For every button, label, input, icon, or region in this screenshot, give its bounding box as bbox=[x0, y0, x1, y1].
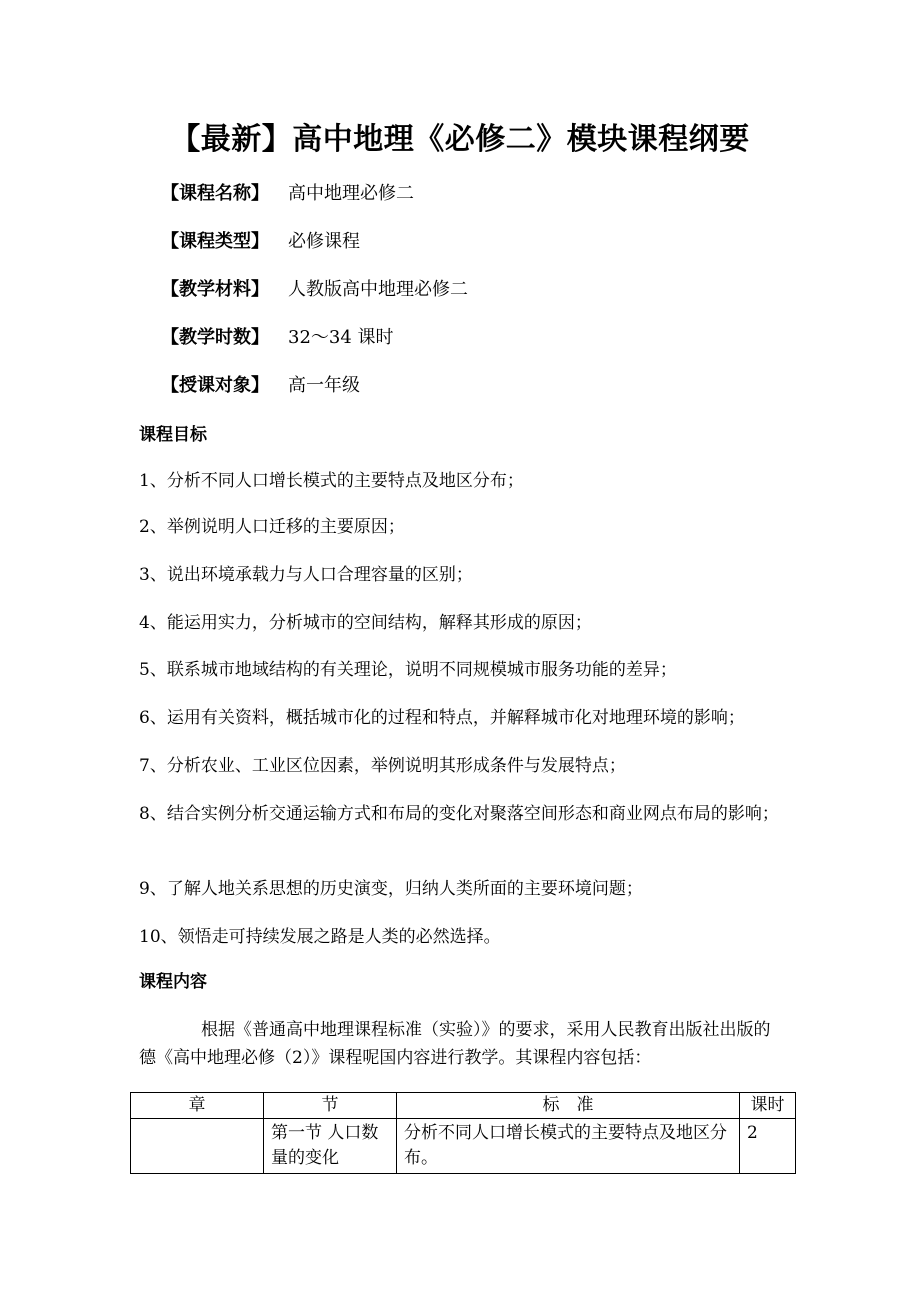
table-header-row bbox=[131, 1093, 796, 1119]
cell-standard: 分析不同人口增长模式的主要特点及地区分布。 bbox=[397, 1119, 740, 1174]
info-label: 【授课对象】 bbox=[161, 375, 269, 396]
goals-heading: 课程目标 bbox=[139, 425, 207, 445]
info-target-students bbox=[161, 373, 360, 399]
info-course-name bbox=[161, 181, 414, 207]
column-header-hours: 课时 bbox=[740, 1093, 796, 1119]
cell-section: 第一节 人口数量的变化 bbox=[264, 1119, 397, 1174]
info-label: 【课程名称】 bbox=[161, 183, 269, 204]
goal-item: 1、分析不同人口增长模式的主要特点及地区分布； bbox=[139, 471, 524, 491]
table-row bbox=[131, 1119, 796, 1174]
content-heading: 课程内容 bbox=[139, 972, 207, 992]
column-header-chapter: 章 bbox=[131, 1093, 264, 1119]
goal-item: 4、能运用实力，分析城市的空间结构，解释其形成的原因； bbox=[139, 613, 592, 633]
content-intro: 根据《普通高中地理课程标准（实验）》的要求，采用人民教育出版社出版的德《高中地理必修（2）》课程呢国内容进行教学。其课程内容包括： bbox=[139, 1020, 771, 1068]
goal-item: 8、结合实例分析交通运输方式和布局的变化对聚落空间形态和商业网点布局的影响； bbox=[139, 804, 779, 824]
info-label: 【教学材料】 bbox=[161, 279, 269, 300]
cell-chapter bbox=[131, 1119, 264, 1174]
column-header-section: 节 bbox=[264, 1093, 397, 1119]
info-label: 【课程类型】 bbox=[161, 231, 269, 252]
goal-item: 7、分析农业、工业区位因素，举例说明其形成条件与发展特点； bbox=[139, 756, 626, 776]
goal-item: 10、领悟走可持续发展之路是人类的必然选择。 bbox=[139, 927, 501, 947]
info-value: 人教版高中地理必修二 bbox=[288, 279, 468, 300]
info-value: 高中地理必修二 bbox=[288, 183, 414, 204]
info-value: 32～34 课时 bbox=[288, 327, 394, 348]
goal-item: 9、了解人地关系思想的历史演变，归纳人类所面的主要环境问题； bbox=[139, 879, 643, 899]
goal-item: 3、说出环境承载力与人口合理容量的区别； bbox=[139, 565, 473, 585]
info-value: 必修课程 bbox=[288, 231, 360, 252]
goal-item: 2、举例说明人口迁移的主要原因； bbox=[139, 517, 405, 537]
goal-item: 5、联系城市地域结构的有关理论，说明不同规模城市服务功能的差异； bbox=[139, 660, 677, 680]
content-table bbox=[130, 1092, 796, 1174]
info-teaching-materials bbox=[161, 277, 468, 303]
info-course-type bbox=[161, 229, 360, 255]
column-header-standard: 标 准 bbox=[397, 1093, 740, 1119]
info-label: 【教学时数】 bbox=[161, 327, 269, 348]
info-value: 高一年级 bbox=[288, 375, 360, 396]
document-title: 【最新】高中地理《必修二》模块课程纲要 bbox=[170, 122, 750, 157]
goal-item: 6、运用有关资料，概括城市化的过程和特点，并解释城市化对地理环境的影响； bbox=[139, 708, 745, 728]
cell-hours: 2 bbox=[740, 1119, 796, 1174]
info-teaching-hours bbox=[161, 325, 394, 351]
